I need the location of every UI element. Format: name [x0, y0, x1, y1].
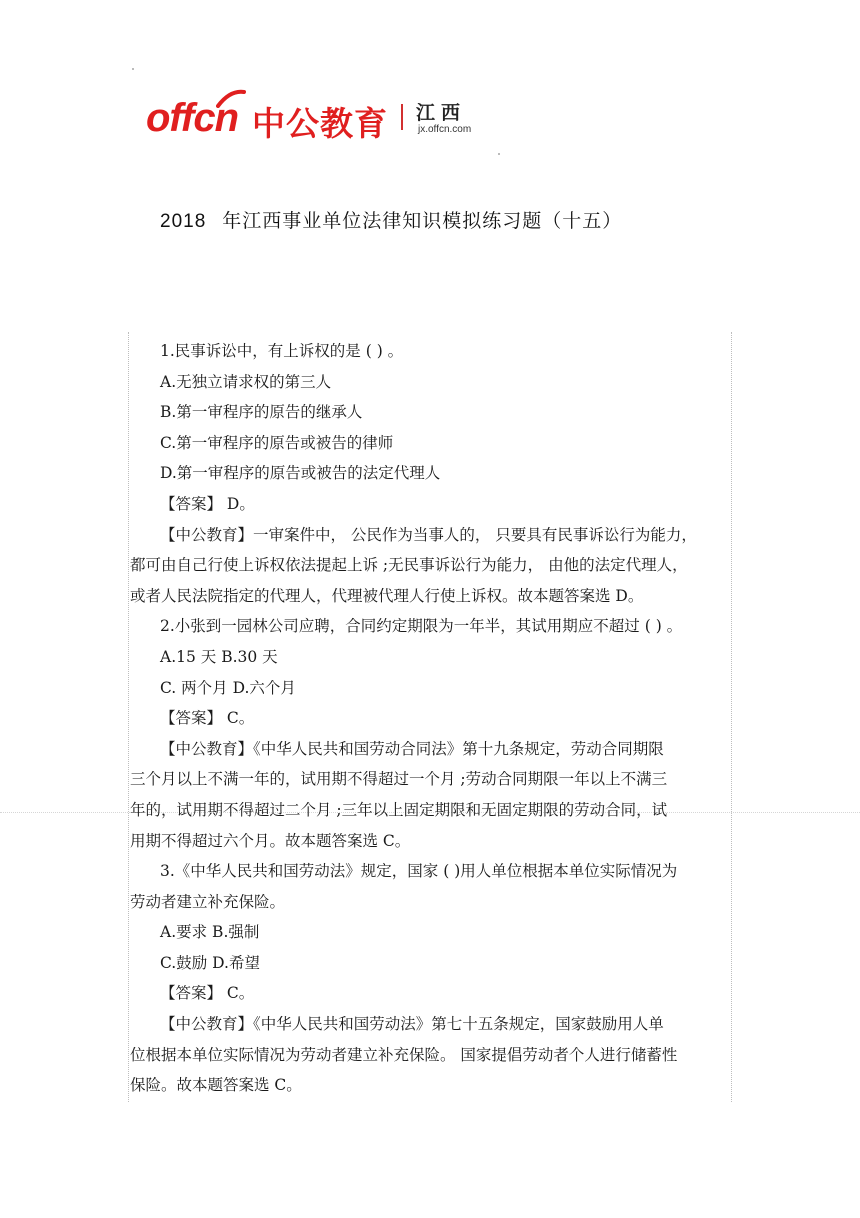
analysis-line: 位根据本单位实际情况为劳动者建立补充保险。 国家提倡劳动者个人进行储蓄性 [130, 1045, 678, 1064]
answer: 【答案】 C。 [160, 984, 255, 1003]
analysis-line: 年的，试用期不得超过二个月 ;三年以上固定期限和无固定期限的劳动合同，试 [130, 800, 668, 819]
region-name: 江西 [416, 102, 467, 124]
brand-chinese: 中公教育 [252, 104, 388, 143]
option: B.第一审程序的原告的继承人 [160, 403, 363, 422]
frame-right-border [731, 332, 732, 1102]
question-stem: 劳动者建立补充保险。 [130, 892, 286, 911]
option: C.第一审程序的原告或被告的律师 [160, 433, 394, 452]
answer: 【答案】 D。 [160, 494, 255, 513]
corner-mark [132, 68, 134, 70]
analysis-line: 或者人民法院指定的代理人，代理被代理人行使上诉权。故本题答案选 D。 [130, 586, 644, 605]
offcn-logo [146, 92, 486, 144]
title-year: 2018 [160, 211, 207, 232]
analysis-line: 【中公教育】《中华人民共和国劳动法》第七十五条规定，国家鼓励用人单 [160, 1015, 664, 1034]
question-stem: 1.民事诉讼中，有上诉权的是 ( ) 。 [160, 342, 404, 360]
question-stem: 2.小张到一园林公司应聘，合同约定期限为一年半，其试用期应不超过 ( ) 。 [160, 617, 683, 636]
frame-left-border [128, 332, 129, 1102]
option: A.无独立请求权的第三人 [160, 372, 332, 391]
analysis-line: 【中公教育】《中华人民共和国劳动合同法》第十九条规定，劳动合同期限 [160, 739, 664, 758]
analysis-line: 用期不得超过六个月。故本题答案选 C。 [130, 831, 411, 850]
option: C.鼓励 D.希望 [160, 953, 260, 972]
title-text: 年江西事业单位法律知识模拟练习题（十五） [222, 210, 623, 232]
logo-swoosh-icon [216, 88, 246, 108]
analysis-line: 保险。故本题答案选 C。 [130, 1076, 302, 1095]
corner-mark [498, 153, 500, 155]
option: D.第一审程序的原告或被告的法定代理人 [160, 464, 441, 483]
document-title [160, 206, 700, 233]
answer: 【答案】 C。 [160, 709, 255, 728]
analysis-line: 【中公教育】一审案件中， 公民作为当事人的， 只要具有民事诉讼行为能力， [160, 525, 697, 544]
logo-divider [401, 104, 403, 130]
question-2 [130, 611, 730, 856]
question-3 [130, 856, 730, 1101]
question-list [130, 336, 730, 1101]
analysis-line: 都可由自己行使上诉权依法提起上诉 ;无民事诉讼行为能力， 由他的法定代理人， [130, 556, 688, 575]
option: A.15 天 B.30 天 [160, 647, 278, 666]
option: A.要求 B.强制 [160, 923, 260, 942]
question-stem: 3.《中华人民共和国劳动法》规定，国家 ( )用人单位根据本单位实际情况为 [160, 862, 678, 881]
site-url: jx.offcn.com [418, 124, 472, 135]
option: C. 两个月 D.六个月 [160, 678, 296, 697]
analysis-line: 三个月以上不满一年的，试用期不得超过一个月 ;劳动合同期限一年以上不满三 [130, 770, 668, 789]
brand-latin: offcn [146, 96, 239, 140]
question-1 [130, 336, 730, 611]
